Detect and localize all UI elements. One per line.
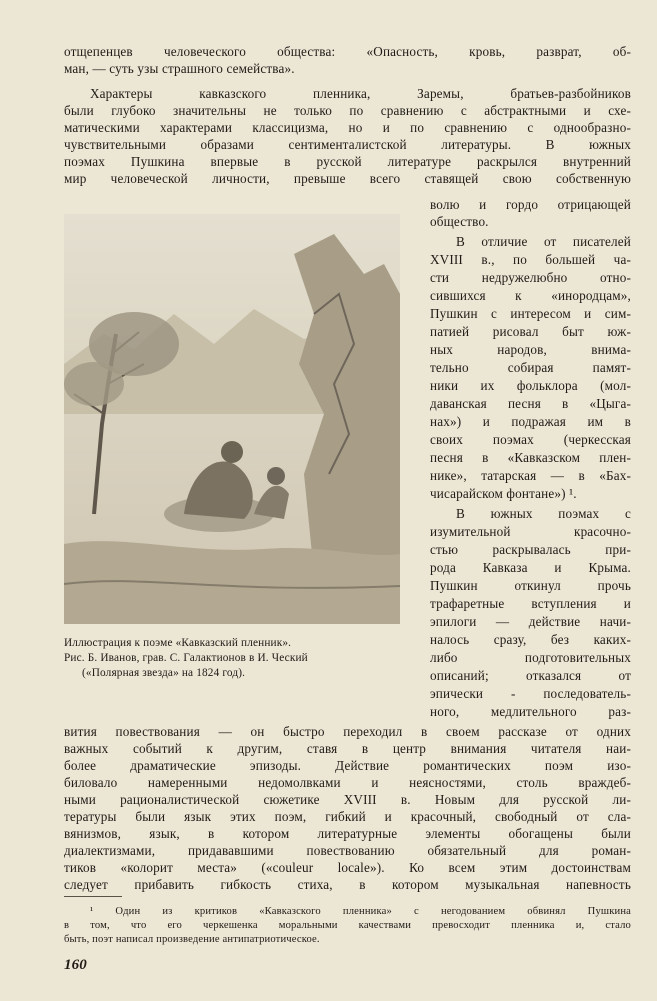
footnote-divider xyxy=(64,896,122,897)
text-line: отщепенцев человеческого общества: «Опасность, кровь, разврат, об- xyxy=(64,44,631,59)
text-line: диалектизмами, придававшими повествованию обязательный для роман- xyxy=(64,843,631,858)
text-line: нике», татарская — в «Бах- xyxy=(430,468,631,483)
text-line: ными рационалистической сюжетике XVIII в. Новым для русской ли- xyxy=(64,792,631,807)
footnote-line: ¹ Один из критиков «Кавказского пленника» с негодованием обвинял Пушкина xyxy=(90,906,631,917)
text-line: вянизмов, язык, в котором литературные элементы обогащены были xyxy=(64,826,631,841)
text-line: поэмах Пушкина впервые в русской литературе раскрылся внутренний xyxy=(64,154,631,169)
text-line: трафаретные вступления и xyxy=(430,596,631,611)
text-line: волю и гордо отрицающей xyxy=(430,197,631,212)
text-line: следует прибавить гибкость стиха, в котором музыкальная напевность xyxy=(64,877,631,892)
text-line: чисарайском фонтане») ¹. xyxy=(430,486,577,501)
text-line: своих поэмах (черкесская xyxy=(430,432,631,447)
text-line: Пушкин откинул прочь xyxy=(430,578,631,593)
text-line: патией рисовал быт юж- xyxy=(430,324,631,339)
illustration-image xyxy=(64,214,400,624)
text-line: тельно собирая памят- xyxy=(430,360,631,375)
text-line: матическими характерами классицизма, но и по сравнению с однообразно- xyxy=(64,120,631,135)
text-line: эпилоги — действие начи- xyxy=(430,614,631,629)
text-line: В отличие от писателей xyxy=(456,234,631,249)
text-line: XVIII в., по большей ча- xyxy=(430,252,631,267)
text-line: Характеры кавказского пленника, Заремы, братьев-разбойников xyxy=(90,86,631,101)
caption-line: («Полярная звезда» на 1824 год). xyxy=(82,667,246,679)
text-line: более драматические эпизоды. Действие романтических поэм изо- xyxy=(64,758,631,773)
text-line: ман, — суть узы страшного семейства». xyxy=(64,61,295,76)
footnote-line: в том, что его черкешенка моральными качествами превосходит пленника и, стало xyxy=(64,920,631,931)
text-line: мир человеческой личности, превыше всего ставящей свою собственную xyxy=(64,171,631,186)
text-line: ники их фольклора (мол- xyxy=(430,378,631,393)
text-line: либо подготовительных xyxy=(430,650,631,665)
caption-line: Иллюстрация к поэме «Кавказский пленник». xyxy=(64,637,292,649)
text-line: В южных поэмах с xyxy=(456,506,631,521)
text-line: ных народов, внима- xyxy=(430,342,631,357)
text-line: налось сразу, без каких- xyxy=(430,632,631,647)
page-number: 160 xyxy=(64,957,87,973)
text-line: нах») и подражая им в xyxy=(430,414,631,429)
text-line: даванская песня в «Цыга- xyxy=(430,396,631,411)
text-line: ного, медлительного раз- xyxy=(430,704,631,719)
text-line: тиков «колорит места» («couleur locale»). Ко всем этим достоинствам xyxy=(64,860,631,875)
text-line: эпически - последователь- xyxy=(430,686,631,701)
text-line: биловало намеренными недомолвками и неясностями, столь враждеб- xyxy=(64,775,631,790)
text-line: важных событий к другим, ставя в центр внимания читателя наи- xyxy=(64,741,631,756)
text-line: сившихся к «инородцам», xyxy=(430,288,631,303)
text-line: изумительной красочно- xyxy=(430,524,631,539)
text-line: сти недружелюбно отно- xyxy=(430,270,631,285)
text-line: были глубоко значительны не только по сравнению с абстрактными и схе- xyxy=(64,103,631,118)
text-line: стью раскрывалась при- xyxy=(430,542,631,557)
text-line: общество. xyxy=(430,214,489,229)
text-line: вития повествования — он быстро переходил в своем рассказе от одних xyxy=(64,724,631,739)
text-line: чувствительными образами сентименталистской литературы. В южных xyxy=(64,137,631,152)
text-line: Пушкин с интересом и сим- xyxy=(430,306,631,321)
text-line: песня в «Кавказском плен- xyxy=(430,450,631,465)
text-line: рода Кавказа и Крыма. xyxy=(430,560,631,575)
caption-line: Рис. Б. Иванов, грав. С. Галактионов в И. Ческий xyxy=(64,652,308,664)
text-line: тературы были язык этих поэм, гибкий и красочный, свободный от сла- xyxy=(64,809,631,824)
text-line: описаний; отказался от xyxy=(430,668,631,683)
footnote-line: быть, поэт написал произведение антипатриотическое. xyxy=(64,934,320,945)
